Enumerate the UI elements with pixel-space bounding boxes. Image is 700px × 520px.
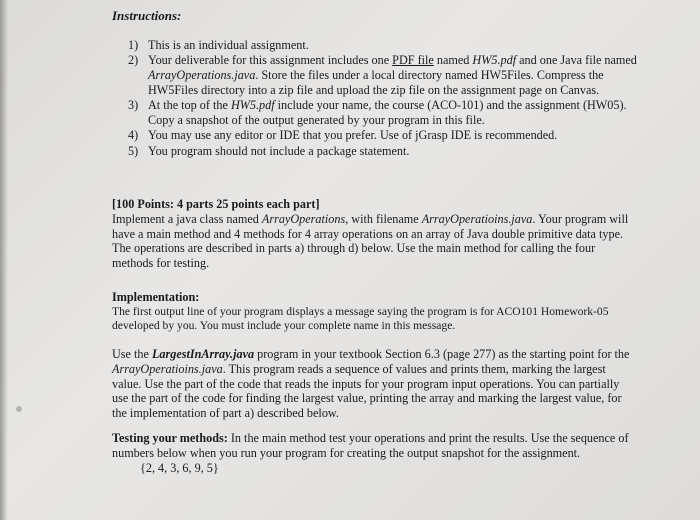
number-sequence: {2, 4, 3, 6, 9, 5} [140,460,219,475]
text-run: ArrayOperations [261,211,346,226]
text-run: HW5.pdf [472,53,517,68]
instruction-number: 2) [128,53,139,68]
text-run: ArrayOperatioins.java [112,361,223,376]
instructions-heading: Instructions: [112,8,182,23]
text-run[interactable]: PDF file [392,53,434,68]
text-run: Use the [112,347,152,361]
implementation-body: The first output line of your program displays a message saying the program is for ACO101 Homework-05 developed by you. You must include your complete name in this message. [112,304,609,332]
implementation-section [112,290,632,333]
testing-body [112,431,632,461]
text-run: Implement a java class named [112,211,262,226]
text-run: . Store the files under a local directory named HW5Files. Compress the HW5Files directory into a zip file and upload the zip file on the assignment page on Canvas. [148,68,604,97]
text-run: Your deliverable for this assignment includes one [148,53,393,68]
text-run: program in your textbook Section 6.3 (page 277) as the starting point for the [254,347,630,361]
text-run: HW5.pdf [230,98,275,113]
instruction-item [128,53,638,97]
instructions-list [128,38,638,159]
text-run: . This program reads a sequence of values and prints them, marking the largest value. Use the part of the code that reads the inputs for your program input operations. You can partially use the part of the code for finding the largest value, printing the array and marking the largest value, for the implementation of part a) described below. [112,361,622,421]
text-run: include your name, the course (ACO-101) and the assignment (HW05). Copy a snapshot of the output generated by your program in this file. [148,98,627,127]
use-body [112,347,632,421]
testing-section [112,431,632,475]
text-run: ArrayOperations.java [148,68,256,83]
testing-text: In the main method test your operations and print the results. Use the sequence of numbers below when you run your program for creating the output snapshot for the assignment. [112,431,629,460]
text-run: ArrayOperatioins.java [421,211,533,226]
instruction-item [128,128,638,143]
instruction-number: 1) [128,38,139,52]
text-run: , with filename [345,211,422,226]
instruction-item [128,144,638,159]
instruction-number: 5) [128,143,139,158]
instruction-number: 3) [128,98,139,113]
use-section [112,347,632,421]
text-run: LargestInArray.java [151,347,255,361]
testing-label: Testing your methods: [112,431,228,445]
text-run: named [433,53,473,68]
text-run: and one Java file named [516,53,637,68]
page-edge-shadow [0,0,8,520]
implementation-title: Implementation: [112,290,200,304]
text-run: At the top of the [148,98,231,113]
points-section [112,197,632,271]
points-title: [100 Points: 4 parts 25 points each part] [112,197,320,211]
margin-mark [16,406,22,412]
text-run: You program should not include a package statement. [148,143,410,158]
instruction-item [128,38,638,53]
points-body [112,212,632,271]
text-run: . Your program will have a main method and 4 methods for 4 array operations on an array of Java double primitive data type. The operations are described in parts a) through d) below. Use the main method for calling the four methods for testing. [112,211,629,271]
text-run: This is an individual assignment. [148,38,309,52]
text-run: You may use any editor or IDE that you prefer. Use of jGrasp IDE is recommended. [148,128,558,143]
instruction-item [128,98,638,128]
instruction-number: 4) [128,128,139,143]
